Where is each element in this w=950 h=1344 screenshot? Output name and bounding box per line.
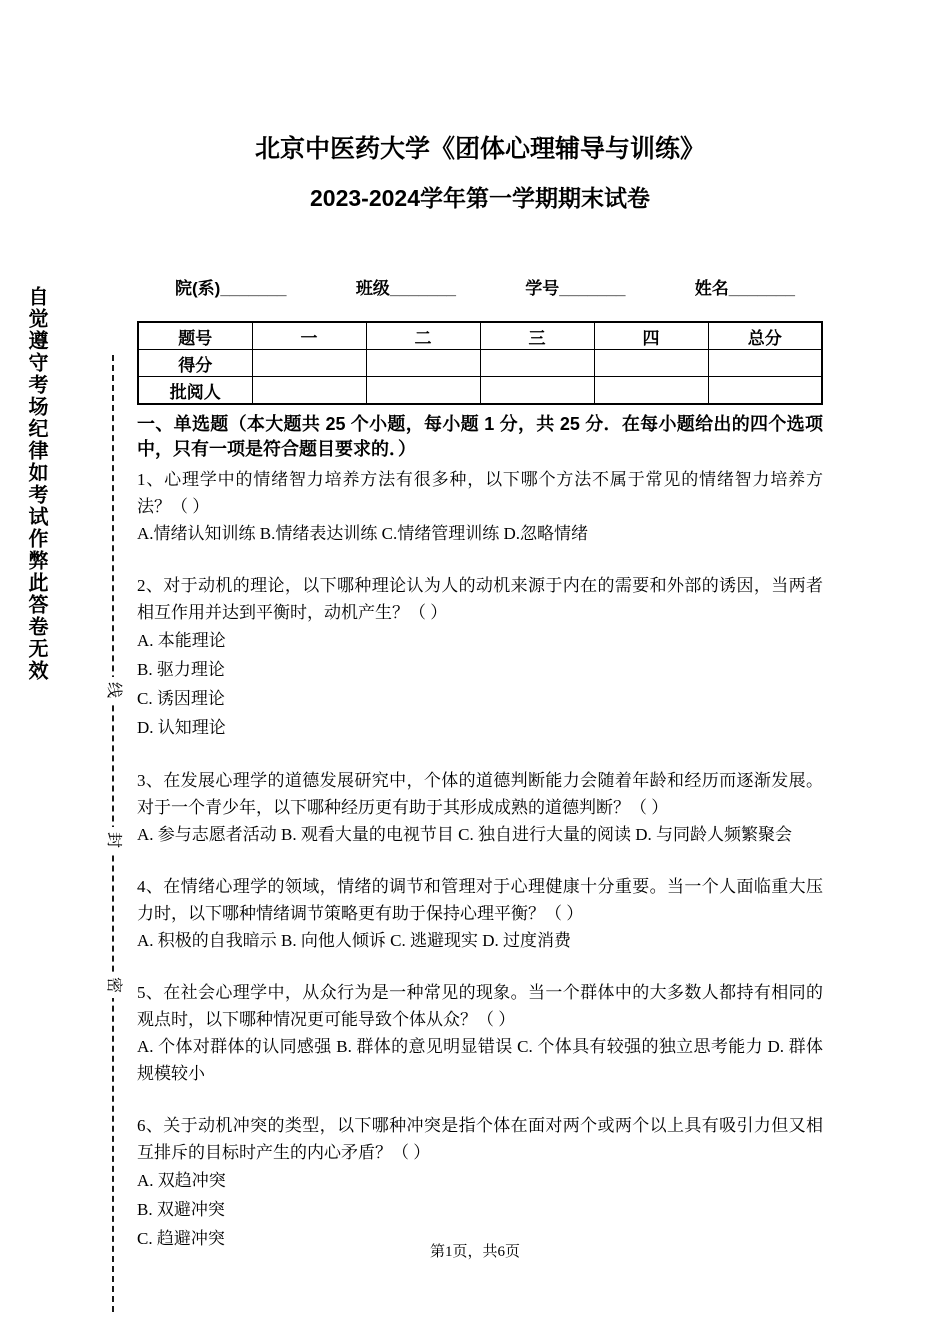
score-header-cell: 二: [366, 322, 480, 350]
info-field-class: 班级_______: [355, 279, 456, 298]
question-4: [137, 873, 823, 954]
question-stem: 1、心理学中的情绪智力培养方法有很多种，以下哪个方法不属于常见的情绪智力培养方法？（ ）: [137, 470, 823, 516]
info-field-student-id: 学号_______: [525, 279, 626, 298]
seal-char-mi: 密: [102, 972, 124, 998]
question-stem: 2、对于动机的理论，以下哪种理论认为人的动机来源于内在的需要和外部的诱因，当两者相互作用并达到平衡时，动机产生？（ ）: [137, 576, 823, 622]
score-header-cell: 一: [252, 322, 366, 350]
seal-char-xian: 线: [102, 677, 124, 703]
score-empty-cell: [480, 350, 594, 377]
score-table: [137, 321, 823, 405]
score-empty-cell: [708, 350, 822, 377]
score-row-label: 得分: [138, 350, 252, 377]
question-options: A. 个体对群体的认同感强 B. 群体的意见明显错误 C. 个体具有较强的独立思考能力 D. 群体规模较小: [137, 1037, 823, 1083]
question-option: D. 认知理论: [137, 718, 226, 737]
question-stem: 3、在发展心理学的道德发展研究中，个体的道德判断能力会随着年龄和经历而逐渐发展。对于一个青少年，以下哪种经历更有助于其形成成熟的道德判断？（ ）: [137, 771, 823, 817]
question-stem: 5、在社会心理学中，从众行为是一种常见的现象。当一个群体中的大多数人都持有相同的观点时，以下哪种情况更可能导致个体从众？（ ）: [137, 983, 823, 1029]
exam-subtitle: 2023-2024学年第一学期期末试卷: [310, 185, 650, 211]
score-table-reviewer-row: [138, 377, 822, 405]
question-5: [137, 979, 823, 1087]
seal-char-feng: 封: [102, 827, 124, 853]
page-footer: 第1页，共6页: [429, 1244, 520, 1260]
info-field-department: 院(系)_______: [175, 279, 287, 298]
score-header-cell: 总分: [708, 322, 822, 350]
score-header-cell: 四: [594, 322, 708, 350]
question-stem: 6、关于动机冲突的类型，以下哪种冲突是指个体在面对两个或两个以上具有吸引力但又相互排斥的目标时产生的内心矛盾？（ ）: [137, 1116, 823, 1162]
exam-title: 北京中医药大学《团体心理辅导与训练》: [254, 135, 705, 163]
question-option: A. 双趋冲突: [137, 1171, 226, 1190]
question-option: A. 本能理论: [137, 631, 226, 650]
score-empty-cell: [366, 377, 480, 405]
question-1: [137, 466, 823, 547]
question-6: [137, 1112, 823, 1253]
score-header-cell: 三: [480, 322, 594, 350]
question-options: A.情绪认知训练 B.情绪表达训练 C.情绪管理训练 D.忽略情绪: [137, 524, 588, 543]
score-header-cell: 题号: [138, 322, 252, 350]
score-empty-cell: [252, 377, 366, 405]
score-table-header-row: [138, 322, 822, 350]
question-option: B. 双避冲突: [137, 1200, 225, 1219]
score-empty-cell: [252, 350, 366, 377]
question-option: C. 诱因理论: [137, 689, 225, 708]
score-table-score-row: [138, 350, 822, 377]
question-2: [137, 572, 823, 742]
question-stem: 4、在情绪心理学的领域，情绪的调节和管理对于心理健康十分重要。当一个人面临重大压力时，以下哪种情绪调节策略更有助于保持心理平衡？（ ）: [137, 877, 823, 923]
score-empty-cell: [708, 377, 822, 405]
exam-content: [137, 0, 823, 1278]
score-empty-cell: [594, 377, 708, 405]
student-info-row: [137, 274, 823, 299]
question-option: C. 趋避冲突: [137, 1229, 225, 1248]
exam-discipline-notice: 自觉遵守考场纪律如考试作弊此答卷无效: [25, 286, 47, 682]
question-3: [137, 767, 823, 848]
info-field-name: 姓名_______: [694, 279, 795, 298]
score-empty-cell: [594, 350, 708, 377]
score-empty-cell: [480, 377, 594, 405]
section-heading: 一、单选题（本大题共 25 个小题，每小题 1 分，共 25 分．在每小题给出的四个选项中，只有一项是符合题目要求的．）: [137, 414, 823, 459]
question-option: B. 驱力理论: [137, 660, 225, 679]
questions-container: [137, 466, 823, 1253]
question-options: A. 积极的自我暗示 B. 向他人倾诉 C. 逃避现实 D. 过度消费: [137, 931, 571, 950]
score-row-label: 批阅人: [138, 377, 252, 405]
question-options: A. 参与志愿者活动 B. 观看大量的电视节目 C. 独自进行大量的阅读 D. 与同龄人频繁聚会: [137, 825, 792, 844]
score-empty-cell: [366, 350, 480, 377]
